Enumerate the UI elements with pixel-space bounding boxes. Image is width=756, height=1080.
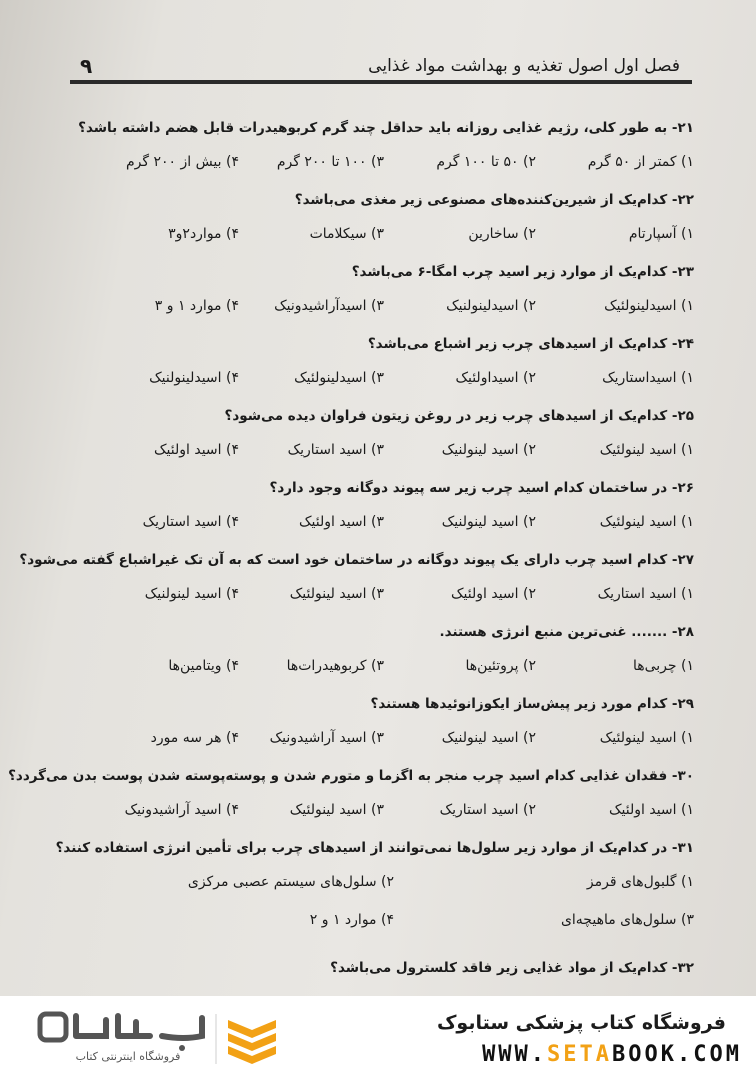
- question-stem: ۲۸- ....... غنی‌ترین منبع انرژی هستند.: [439, 624, 694, 640]
- option-2: ۲) ساخارین: [468, 226, 536, 242]
- question-stem: ۲۴- کدام‌یک از اسیدهای چرب زیر اشباع می‌باشد؟: [367, 336, 694, 352]
- options-row: [110, 658, 694, 680]
- option-4: ۴) موارد۲و۳: [168, 226, 239, 242]
- url-prefix: WWW.: [482, 1042, 548, 1067]
- option-3: ۳) اسید لینولئیک: [289, 586, 384, 602]
- option-2: ۲) اسیداولئیک: [455, 370, 536, 386]
- option-1: ۱) اسیدلینولئیک: [604, 298, 694, 314]
- options-row: [110, 802, 694, 824]
- option-4: ۴) اسیدلینولنیک: [149, 370, 239, 386]
- option-1: ۱) گلبول‌های قرمز: [586, 874, 694, 890]
- question-stem: ۲۹- کدام مورد زیر پیش‌ساز ایکوزانوئیدها هستند؟: [370, 696, 694, 712]
- question-24: [110, 336, 694, 408]
- option-3: ۳) اسیدآراشیدونیک: [274, 298, 384, 314]
- option-1: ۱) اسیداستاریک: [602, 370, 694, 386]
- question-list: [8, 120, 694, 996]
- option-2: ۲) پروتئین‌ها: [465, 658, 536, 674]
- option-3: ۳) اسید استاریک: [287, 442, 384, 458]
- option-3: ۳) سلول‌های ماهیچه‌ای: [560, 912, 694, 928]
- question-stem: ۲۶- در ساختمان کدام اسید چرب زیر سه پیوند دوگانه وجود دارد؟: [269, 480, 694, 496]
- options-row: [110, 226, 694, 248]
- header-rule: [70, 80, 692, 84]
- option-1: ۱) کمتر از ۵۰ گرم: [587, 154, 694, 170]
- option-3: ۳) اسیدلینولئیک: [294, 370, 384, 386]
- option-1: ۱) اسید استاریک: [597, 586, 694, 602]
- options-row: [110, 298, 694, 320]
- watermark-footer: [0, 996, 756, 1080]
- question-stem: ۲۷- کدام اسید چرب دارای یک پیوند دوگانه در ساختمان خود است که به آن تک غیراشباع گفته می‌شود؟: [19, 552, 694, 568]
- option-1: ۱) اسید لینولئیک: [599, 442, 694, 458]
- option-4: ۴) اسید اولئیک: [154, 442, 239, 458]
- option-4: ۴) هر سه مورد: [150, 730, 239, 746]
- shop-name: فروشگاه کتاب پزشکی ستابوک: [436, 1012, 726, 1034]
- option-3: ۳) کربوهیدرات‌ها: [286, 658, 384, 674]
- option-2: ۲) ۵۰ تا ۱۰۰ گرم: [436, 154, 536, 170]
- chapter-title: فصل اول اصول تغذیه و بهداشت مواد غذایی: [368, 56, 680, 76]
- option-3: ۳) سیکلامات: [309, 226, 384, 242]
- question-30: [8, 768, 694, 840]
- question-stem: ۲۳- کدام‌یک از موارد زیر اسید چرب امگا-۶ می‌باشد؟: [351, 264, 694, 280]
- option-4: ۴) بیش از ۲۰۰ گرم: [125, 154, 239, 170]
- option-1: ۱) چربی‌ها: [632, 658, 694, 674]
- option-2: ۲) اسید لینولنیک: [441, 730, 536, 746]
- setabook-logo: [32, 1006, 280, 1070]
- question-32: [110, 960, 694, 996]
- question-23: [110, 264, 694, 336]
- question-27: [19, 552, 694, 624]
- question-stem: ۲۲- کدام‌یک از شیرین‌کننده‌های مصنوعی زیر مغذی می‌باشد؟: [294, 192, 694, 208]
- page-number: ۹: [80, 54, 93, 78]
- url-highlight: SETA: [547, 1042, 613, 1067]
- option-3: ۳) اسید لینولئیک: [289, 802, 384, 818]
- option-4: ۴) اسید استاریک: [142, 514, 239, 530]
- option-4: ۴) موارد ۱ و ۳: [154, 298, 239, 314]
- question-stem: ۳۱- در کدام‌یک از موارد زیر سلول‌ها نمی‌توانند از اسیدهای چرب برای تأمین انرژی استفاده کنند؟: [55, 840, 694, 856]
- option-3: ۳) اسید آراشیدونیک: [269, 730, 384, 746]
- option-4: ۴) اسید لینولنیک: [144, 586, 239, 602]
- option-4: ۴) اسید آراشیدونیک: [124, 802, 239, 818]
- question-26: [110, 480, 694, 552]
- option-2: ۲) اسیدلینولنیک: [446, 298, 536, 314]
- shop-url: [482, 1042, 742, 1067]
- option-1: ۱) آسپارتام: [628, 226, 694, 242]
- question-stem: ۳۲- کدام‌یک از مواد غذایی زیر فاقد کلسترول می‌باشد؟: [330, 960, 694, 976]
- question-stem: ۲۵- کدام‌یک از اسیدهای چرب زیر در روغن زیتون فراوان دیده می‌شود؟: [224, 408, 694, 424]
- options-row: [110, 730, 694, 752]
- option-2: ۲) اسید استاریک: [439, 802, 536, 818]
- option-2: ۲) سلول‌های سیستم عصبی مرکزی: [187, 874, 394, 890]
- option-3: ۳) اسید اولئیک: [299, 514, 384, 530]
- option-2: ۲) اسید اولئیک: [451, 586, 536, 602]
- logo-tagline: فروشگاه اینترنتی کتاب: [75, 1050, 181, 1063]
- question-21: [78, 120, 694, 192]
- question-stem: ۲۱- به طور کلی، رژیم غذایی روزانه باید حداقل چند گرم کربوهیدرات قابل هضم داشته باشد؟: [78, 120, 694, 136]
- question-stem: ۳۰- فقدان غذایی کدام اسید چرب منجر به اگزما و متورم شدن و پوسته‌پوسته شدن پوست بدن می‌گردد؟: [8, 768, 694, 784]
- question-22: [110, 192, 694, 264]
- question-28: [110, 624, 694, 696]
- options-row: [110, 586, 694, 608]
- option-1: ۱) اسید اولئیک: [609, 802, 694, 818]
- question-25: [110, 408, 694, 480]
- options-row: [110, 154, 694, 176]
- option-1: ۱) اسید لینولئیک: [599, 730, 694, 746]
- option-2: ۲) اسید لینولنیک: [441, 514, 536, 530]
- question-29: [110, 696, 694, 768]
- options-row: [110, 370, 694, 392]
- options-row: [110, 442, 694, 464]
- options-row: [110, 514, 694, 536]
- option-1: ۱) اسید لینولئیک: [599, 514, 694, 530]
- option-2: ۲) اسید لینولنیک: [441, 442, 536, 458]
- question-31: [55, 840, 694, 960]
- option-4: ۴) ویتامین‌ها: [168, 658, 239, 674]
- url-suffix: BOOK.COM: [612, 1042, 742, 1067]
- option-4: ۴) موارد ۱ و ۲: [309, 912, 394, 928]
- page-header: [70, 52, 692, 82]
- option-3: ۳) ۱۰۰ تا ۲۰۰ گرم: [276, 154, 384, 170]
